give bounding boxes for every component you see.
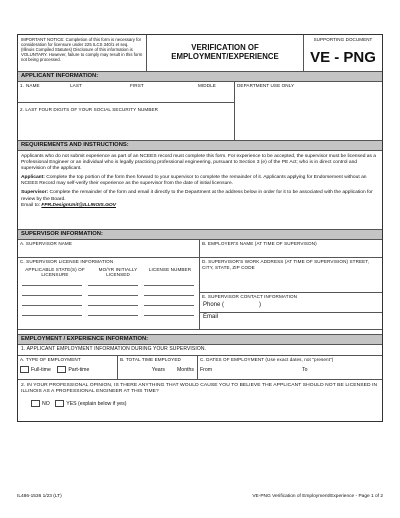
no-label: NO <box>42 400 50 407</box>
license-line-row <box>22 315 195 316</box>
supervisor-license-row <box>18 258 382 330</box>
department-use-label: DEPARTMENT USE ONLY <box>237 83 295 88</box>
form-title <box>147 35 304 71</box>
supervisor-instructions-text: Complete the remainder of the form and email it directly to the Department at the address below in order for it to be associated with the application for review by the Board. <box>21 190 373 202</box>
total-time-units <box>118 363 197 373</box>
supervisor-address-contact <box>200 258 382 329</box>
form-code-box <box>304 35 382 71</box>
supporting-document-label: SUPPORTING DOCUMENT <box>313 37 373 42</box>
form <box>17 34 383 422</box>
employment-type-box <box>18 356 118 379</box>
full-time-checkbox[interactable] <box>20 366 29 373</box>
question-2-options <box>21 395 379 407</box>
employer-name-label: B. EMPLOYER'S NAME (AT TIME OF SUPERVISON) <box>202 241 317 246</box>
no-checkbox[interactable] <box>31 400 40 407</box>
footer-left: IL486-1536 1/23 (LT) <box>17 494 62 499</box>
department-use-box <box>235 82 382 140</box>
supervisor-bold-label: Supervisor: <box>21 190 49 196</box>
title-line2: EMPLOYMENT/EXPERIENCE <box>171 52 279 61</box>
applicant-instructions-text: Complete the top portion of the form then forward to your supervisor to complete the remainder of it. Applicants applying for Endorsement without an NCEES Record may self-verify their experience as the supervisor from the date of initial licensure. <box>21 175 367 187</box>
yes-checkbox[interactable] <box>55 400 64 407</box>
phone-field[interactable] <box>200 301 382 313</box>
supervisor-section-title: SUPERVISOR INFORMATION: <box>18 230 382 240</box>
form-header <box>18 35 382 72</box>
requirements-section-title: REQUIREMENTS AND INSTRUCTIONS: <box>18 141 382 151</box>
supervisor-name-field[interactable] <box>18 240 200 257</box>
months-label: Months <box>176 367 194 374</box>
license-line-row <box>22 285 195 286</box>
employment-dates-box[interactable] <box>198 356 382 379</box>
email-field[interactable] <box>200 313 382 324</box>
total-time-label: B. TOTAL TIME EMPLOYED <box>120 356 181 362</box>
question-2-block <box>18 380 382 421</box>
email-to-label: Email to: <box>21 202 42 208</box>
applicant-instructions <box>18 175 382 187</box>
work-address-field[interactable] <box>200 258 382 293</box>
employment-question-1: 1. APPLICANT EMPLOYMENT INFORMATION DURING YOUR SUPERVISION. <box>18 345 382 356</box>
full-time-label: Full-time <box>31 367 51 374</box>
applicant-fields-row <box>18 82 382 141</box>
email-label: Email <box>203 313 219 320</box>
title-line1: VERIFICATION OF <box>191 43 259 52</box>
supervisor-name-label: A. SUPERVISOR NAME <box>20 241 73 246</box>
question-2-text: 2. IN YOUR PROFESSIONAL OPINION, IS THERE ANYTHING THAT WOULD CAUSE YOU TO BELIEVE THE APPLICANT SHOULD NOT BE LICENSED IN ILLINOIS AS A PROFESSIONAL ENGINEER AT THIS TIME? <box>21 382 378 394</box>
form-code: VE - PNG <box>310 48 376 66</box>
to-label: To <box>302 367 308 374</box>
applicant-fields <box>18 82 235 140</box>
license-info-label: C. SUPERVISOR LICENSE INFORMATION <box>20 259 114 264</box>
years-label: Years <box>151 367 165 374</box>
number-column-header: LICENSE NUMBER <box>148 266 192 272</box>
footer-right: VE-PNG Verification of Employment/Experience - Page 1 of 2 <box>252 494 383 499</box>
employment-dates-fields <box>198 363 382 373</box>
field-1-number: 1. <box>20 83 25 88</box>
middle-label: MIDDLE <box>198 83 216 88</box>
employment-type-options <box>18 363 117 373</box>
yes-label: YES (explain below if yes) <box>66 400 127 407</box>
important-notice <box>18 35 147 71</box>
license-line-row <box>22 305 195 306</box>
employment-details-row <box>18 356 382 380</box>
supervisor-name-row <box>18 240 382 258</box>
state-column-header: APPLICABLE STATE(S) OF LICENSURE <box>25 266 85 278</box>
name-field[interactable] <box>18 82 234 103</box>
contact-info-label: E. SUPERVISOR CONTACT INFORMATION <box>202 294 298 299</box>
last-label: LAST <box>70 83 82 88</box>
department-email-link[interactable]: FPR.DesignUnit@ILLINOIS.GOV <box>41 202 116 208</box>
supervisor-instructions <box>18 190 382 208</box>
applicant-bold-label: Applicant: <box>21 175 45 181</box>
work-address-label: D. SUPERVISOR'S WORK ADDRESS (AT TIME OF SUPERVISION) STREET, CITY, STATE, ZIP CODE <box>202 259 370 270</box>
applicant-section-title: APPLICANT INFORMATION: <box>18 72 382 82</box>
ssn-label: 2. LAST FOUR DIGITS OF YOUR SOCIAL SECURITY NUMBER <box>20 107 159 112</box>
total-time-box[interactable] <box>118 356 198 379</box>
employment-dates-label: C. DATES OF EMPLOYMENT (Use exact dates, not "present") <box>200 356 334 362</box>
part-time-checkbox[interactable] <box>57 366 66 373</box>
license-info-box <box>18 258 200 329</box>
part-time-label: Part-time <box>68 367 90 374</box>
employment-type-label: A. TYPE OF EMPLOYMENT <box>20 356 81 362</box>
requirements-body <box>18 151 382 230</box>
date-column-header: MO/YR INITIALLY LICENSED <box>98 266 138 278</box>
license-lines[interactable] <box>18 279 199 316</box>
notice-text: IMPORTANT NOTICE: Completion of this form is necessary for consideration for licensure under 225 ILCS 340/1 et seq. (Illinois Compiled Statutes) Disclosure of this information is VOLUNTARY. However, failure to comply may result in this form not being processed. <box>21 37 143 63</box>
ssn-field[interactable] <box>18 103 234 114</box>
requirements-paragraph: Applicants who do not submit experience as part of an NCEES record must complete this form. For experience to be accepted, the supervisor must be licensed as a Professional Engineer or an individual who is legally practicing professional engineering, pursuant to Section 3 (e) of the PE Act; who is in direct control and supervision of the applicant. <box>21 154 377 172</box>
license-line-row <box>22 295 195 296</box>
first-label: FIRST <box>130 83 144 88</box>
phone-label: Phone ( <box>203 301 225 308</box>
employer-name-field[interactable] <box>200 240 382 257</box>
phone-close-paren: ) <box>259 301 261 308</box>
employment-section-title: EMPLOYMENT / EXPERIENCE INFORMATION: <box>18 334 382 345</box>
from-label: From <box>200 367 213 374</box>
license-columns <box>18 266 199 279</box>
name-label: NAME <box>26 83 40 88</box>
